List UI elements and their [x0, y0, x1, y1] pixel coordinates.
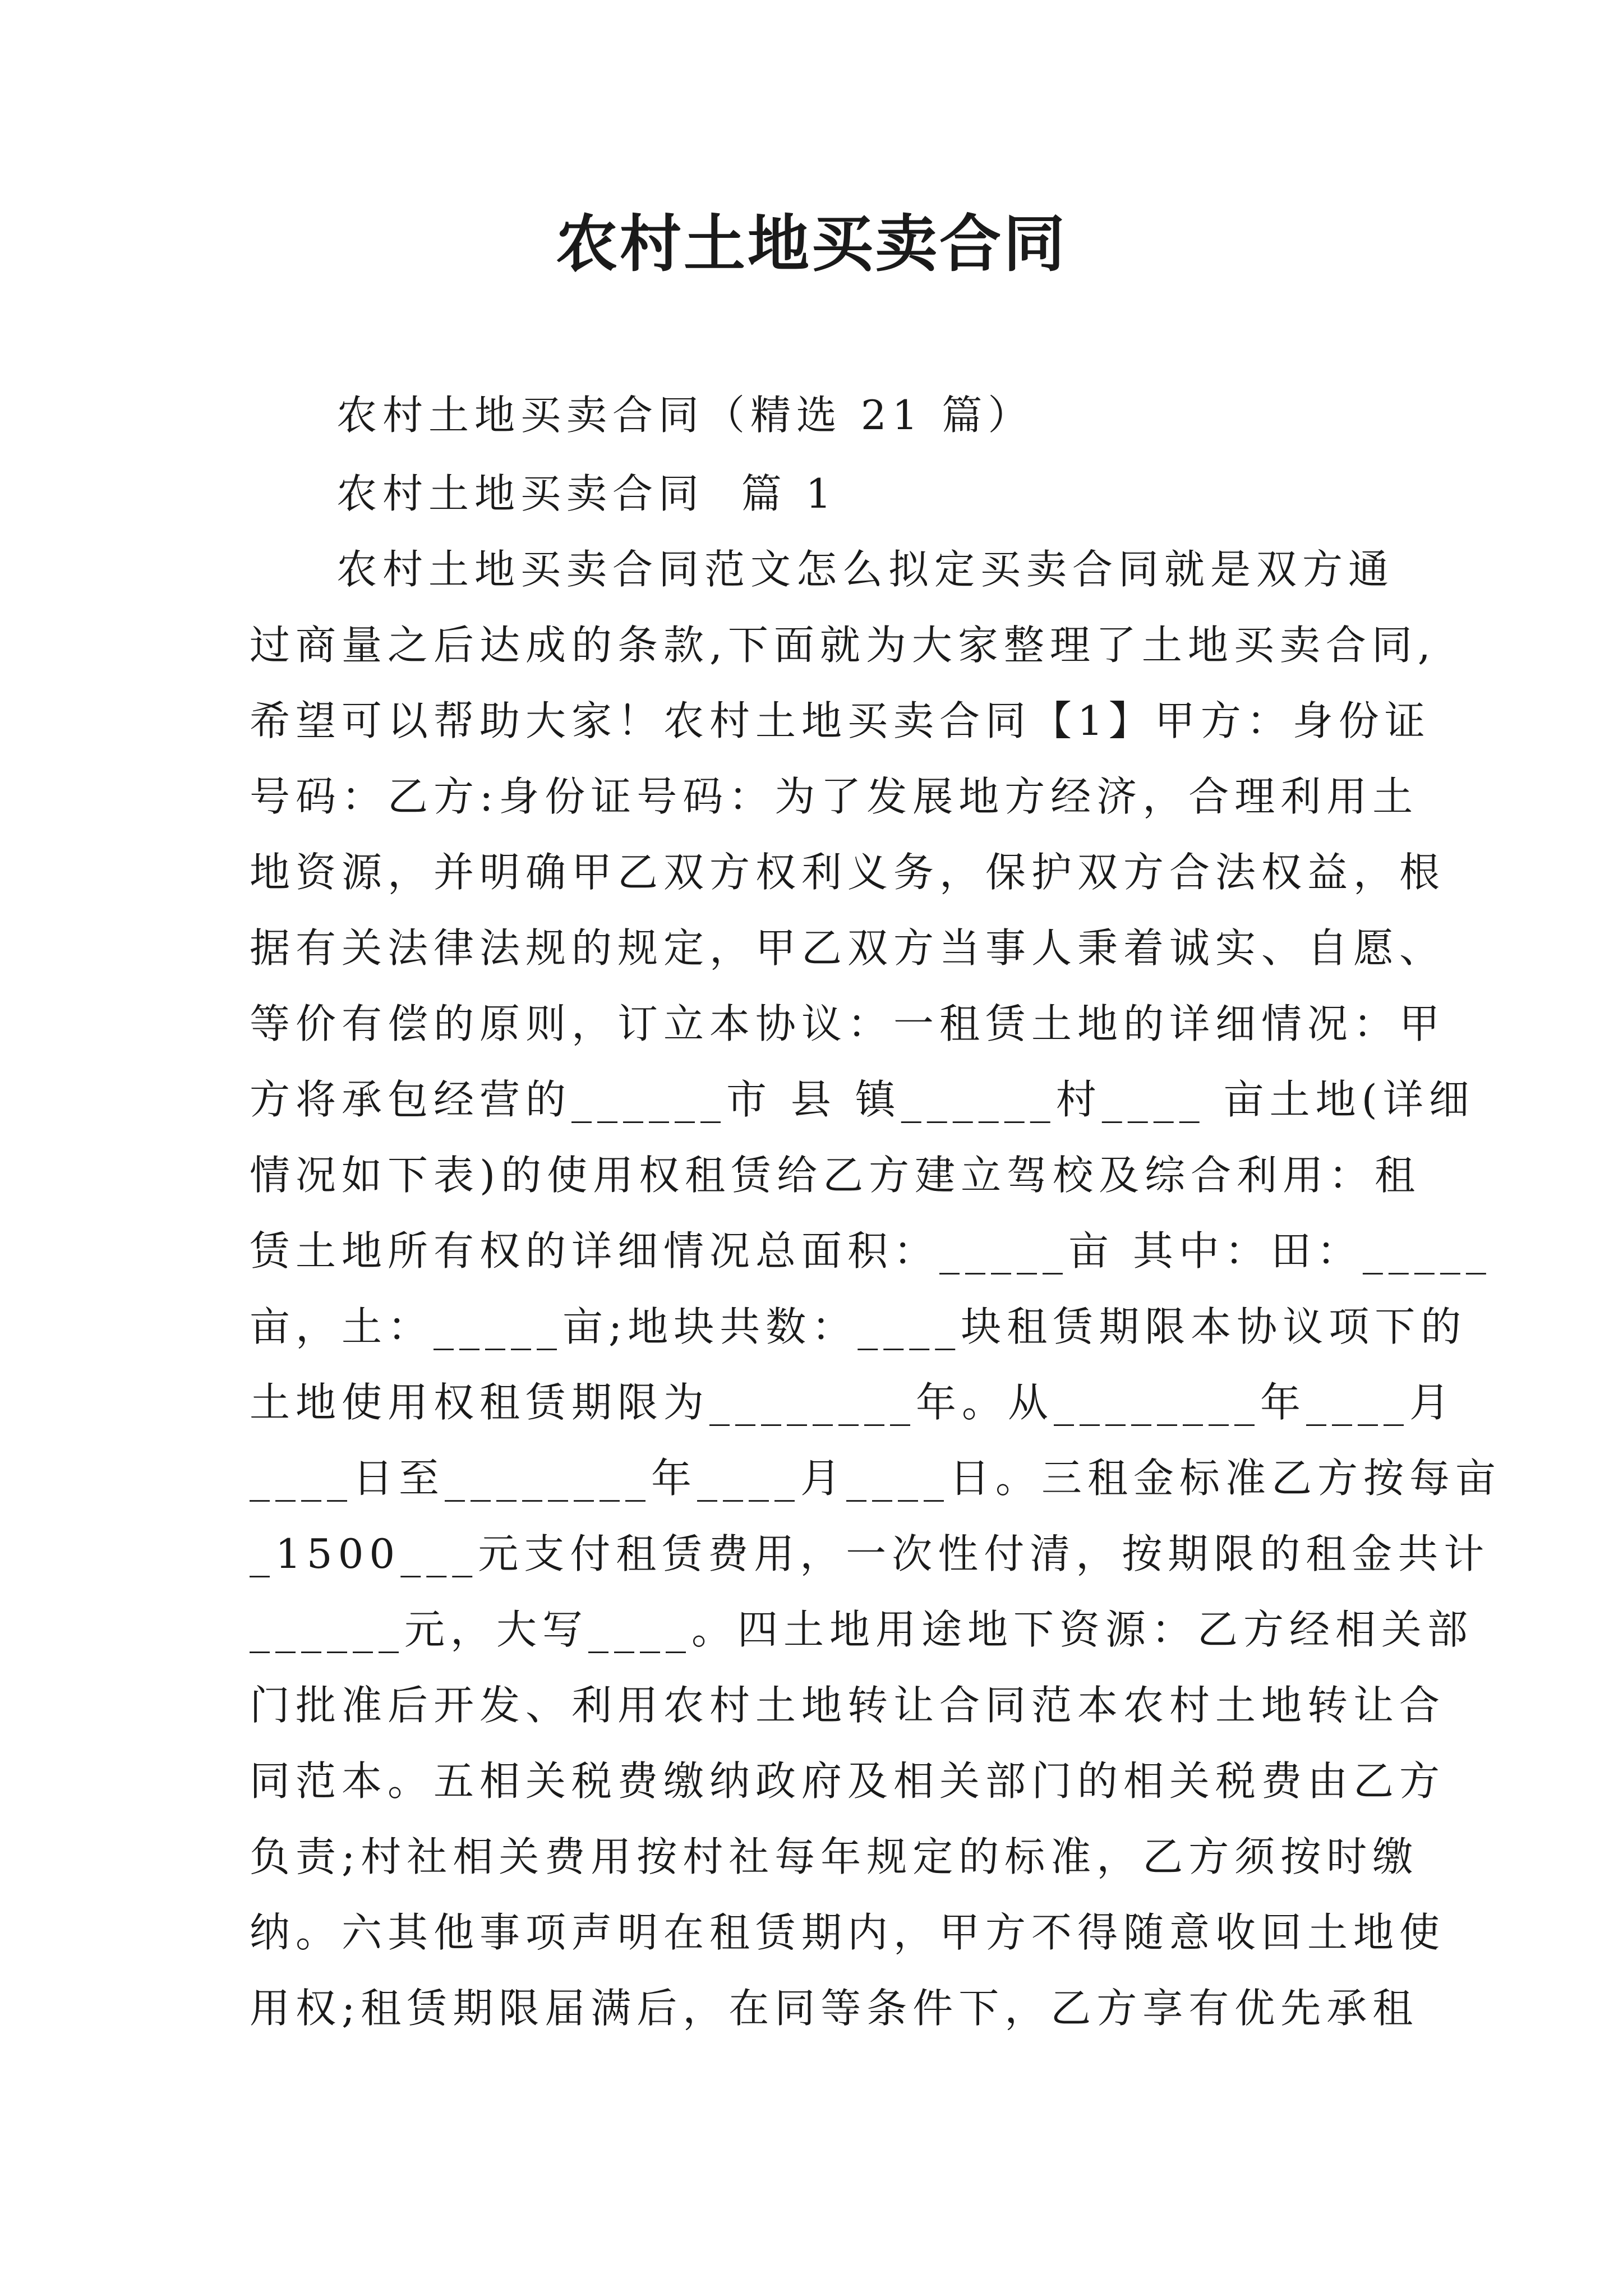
body-line: 门批准后开发、利用农村土地转让合同范本农村土地转让合	[250, 1682, 1446, 1729]
body-line: 过商量之后达成的条款,下面就为大家整理了土地买卖合同,	[250, 622, 1436, 669]
body-line: 农村土地买卖合同范文怎么拟定买卖合同就是双方通	[336, 546, 1395, 593]
body-line: 号码：乙方:身份证号码：为了发展地方经济，合理利用土	[250, 773, 1419, 820]
body-line: ______元，大写____。四土地用途地下资源：乙方经相关部	[250, 1606, 1474, 1653]
body-line: 等价有偿的原则，订立本协议：一租赁土地的详细情况：甲	[250, 1000, 1446, 1047]
body-line: 方将承包经营的______市 县 镇______村____ 亩土地(详细	[250, 1076, 1475, 1123]
body-line: 据有关法律法规的规定，甲乙双方当事人秉着诚实、自愿、	[250, 924, 1446, 972]
body-line: 纳。六其他事项声明在租赁期内，甲方不得随意收回土地使	[250, 1909, 1446, 1956]
document-subtitle: 农村土地买卖合同（精选 21 篇）	[336, 392, 1034, 439]
body-line: _1500___元支付租赁费用，一次性付清，按期限的租金共计	[250, 1530, 1490, 1577]
section-heading: 农村土地买卖合同 篇 1	[336, 470, 837, 517]
body-line: 亩，土：_____亩;地块共数：____块租赁期限本协议项下的	[250, 1303, 1467, 1350]
body-line: 情况如下表)的使用权租赁给乙方建立驾校及综合利用：租	[250, 1152, 1421, 1199]
body-line: 地资源，并明确甲乙双方权利义务，保护双方合法权益，根	[250, 849, 1446, 896]
body-line: 希望可以帮助大家！农村土地买卖合同【1】甲方：身份证	[250, 697, 1431, 744]
body-line: 负责;村社相关费用按村社每年规定的标准，乙方须按时缴	[250, 1833, 1419, 1880]
document-title: 农村土地买卖合同	[556, 208, 1067, 280]
body-line: 同范本。五相关税费缴纳政府及相关部门的相关税费由乙方	[250, 1757, 1446, 1805]
body-line: 赁土地所有权的详细情况总面积：_____亩 其中：田：_____	[250, 1227, 1492, 1274]
body-line: 用权;租赁期限届满后，在同等条件下，乙方享有优先承租	[250, 1985, 1419, 2032]
body-line: 土地使用权租赁期限为________年。从________年____月	[250, 1379, 1456, 1426]
body-line: ____日至________年____月____日。三租金标准乙方按每亩	[250, 1455, 1502, 1502]
